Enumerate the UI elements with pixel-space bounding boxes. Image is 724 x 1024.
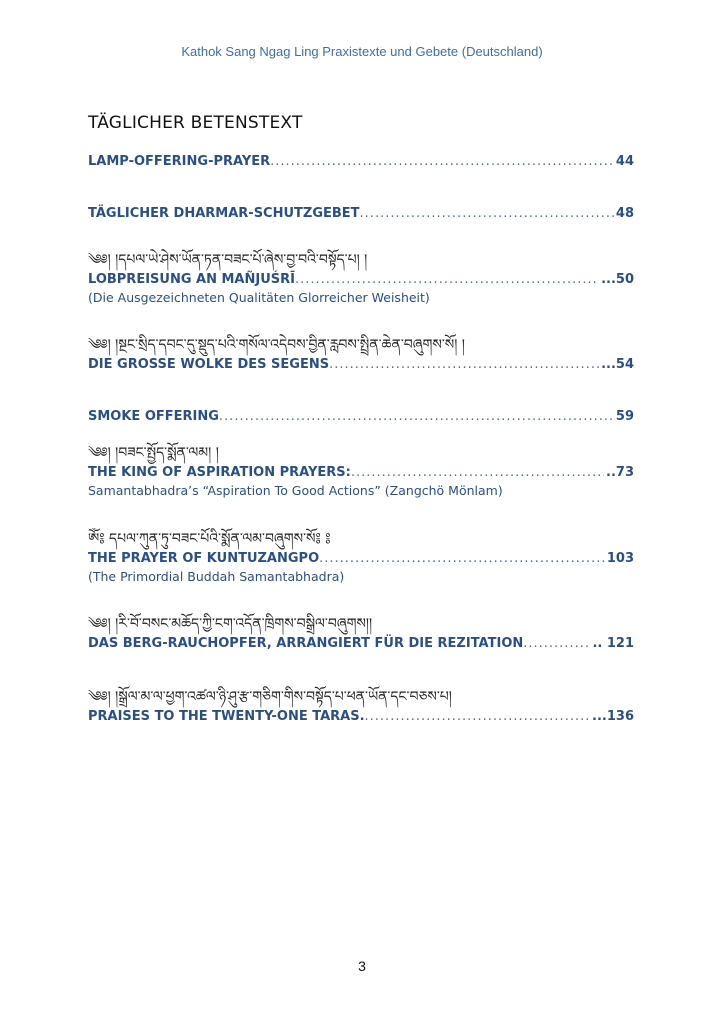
toc-leader-dots — [295, 271, 599, 289]
toc-page-number: .. 121 — [592, 636, 634, 651]
toc-entry — [88, 334, 634, 374]
toc-entry-title: DIE GROSSE WOLKE DES SEGENS — [88, 357, 330, 372]
toc-entry — [88, 528, 634, 586]
toc-entry-title: TÄGLICHER DHARMAR-SCHUTZGEBET — [88, 206, 360, 221]
toc-entry-title: LAMP-OFFERING-PRAYER — [88, 154, 271, 169]
toc-line[interactable] — [88, 356, 634, 374]
toc-line[interactable] — [88, 271, 634, 289]
toc-line[interactable] — [88, 408, 634, 426]
toc-line[interactable] — [88, 708, 634, 726]
toc-leader-dots — [523, 635, 590, 653]
toc-page-number: ...136 — [592, 709, 634, 724]
toc-entry — [88, 613, 634, 653]
page-title: TÄGLICHER BETENSTEXT — [88, 113, 303, 133]
toc-entry-subtitle: (The Primordial Buddah Samantabhadra) — [88, 569, 345, 584]
toc-line[interactable] — [88, 205, 634, 223]
tibetan-title: ༄༅། །སྒྲོལ་མ་ལ་ཕྱག་འཚལ་ཉི་ཤུ་རྩ་གཅིག་གིས་བསྟོད་པ་ཕན་ཡོན་དང་བཅས་པ། — [88, 689, 452, 705]
toc-entry-title: THE KING OF ASPIRATION PRAYERS: — [88, 465, 351, 480]
toc-line[interactable] — [88, 550, 634, 568]
toc-leader-dots — [319, 550, 605, 568]
toc-page-number: ...50 — [601, 272, 634, 287]
toc-page-number: ...54 — [601, 357, 634, 372]
toc-entry — [88, 205, 634, 223]
toc-entry — [88, 408, 634, 426]
toc-entry-subtitle: Samantabhadra’s “Aspiration To Good Actions” (Zangchö Mönlam) — [88, 483, 503, 498]
toc-page-number: 48 — [615, 206, 634, 221]
toc-page-number: 59 — [615, 409, 634, 424]
toc-entry-title: PRAISES TO THE TWENTY-ONE TARAS. — [88, 709, 365, 724]
toc-entry-title: SMOKE OFFERING — [88, 409, 219, 424]
toc-leader-dots — [270, 153, 614, 171]
tibetan-title: ༄༅། །སྔང་སྲིད་དབང་དུ་སྡུད་པའི་གསོལ་འདེབས་བྱིན་རླབས་སྤྲིན་ཆེན་བཞུགས་སོ། ། — [88, 337, 465, 353]
tibetan-title: ཨོཾ༔ དཔལ་ཀུན་ཏུ་བཟང་པོའི་སྨོན་ལམ་བཞུགས་སོ༔ ༔ — [88, 531, 331, 547]
toc-entry — [88, 442, 634, 500]
toc-line[interactable] — [88, 464, 634, 482]
toc-entry-title: DAS BERG-RAUCHOPFER, ARRANGIERT FÜR DIE REZITATION — [88, 636, 524, 651]
toc-entry — [88, 686, 634, 726]
toc-line[interactable] — [88, 635, 634, 653]
toc-page-number: 103 — [606, 551, 634, 566]
toc-line[interactable] — [88, 153, 634, 171]
toc-leader-dots — [360, 205, 614, 223]
toc-leader-dots — [329, 356, 599, 374]
toc-entry-title: LOBPREISUNG AN MAÑJUŚRĪ — [88, 272, 295, 287]
tibetan-title: ༄༅། །བཟང་སྤྱོད་སྨོན་ལམ། ། — [88, 445, 219, 461]
toc-leader-dots — [365, 708, 591, 726]
toc-leader-dots — [219, 408, 614, 426]
toc-page-number: ..73 — [606, 465, 634, 480]
toc-leader-dots — [351, 464, 604, 482]
tibetan-title: ༄༅། །དཔལ་ཡེ་ཤེས་ཡོན་ཏན་བཟང་པོ་ཞེས་བྱ་བའི་བསྟོད་པ། ། — [88, 252, 368, 268]
toc-entry-title: THE PRAYER OF KUNTUZANGPO — [88, 551, 320, 566]
page-number: 3 — [358, 958, 366, 974]
toc-entry-subtitle: (Die Ausgezeichneten Qualitäten Glorreicher Weisheit) — [88, 290, 430, 305]
toc-entry — [88, 153, 634, 171]
toc-page-number: 44 — [615, 154, 634, 169]
toc-entry — [88, 249, 634, 307]
tibetan-title: ༄༅། །རི་བོ་བསང་མཆོད་ཀྱི་ངག་འདོན་ཁྲིགས་བསྒྲིལ་བཞུགས།། — [88, 616, 373, 632]
running-header: Kathok Sang Ngag Ling Praxistexte und Gebete (Deutschland) — [181, 44, 543, 59]
